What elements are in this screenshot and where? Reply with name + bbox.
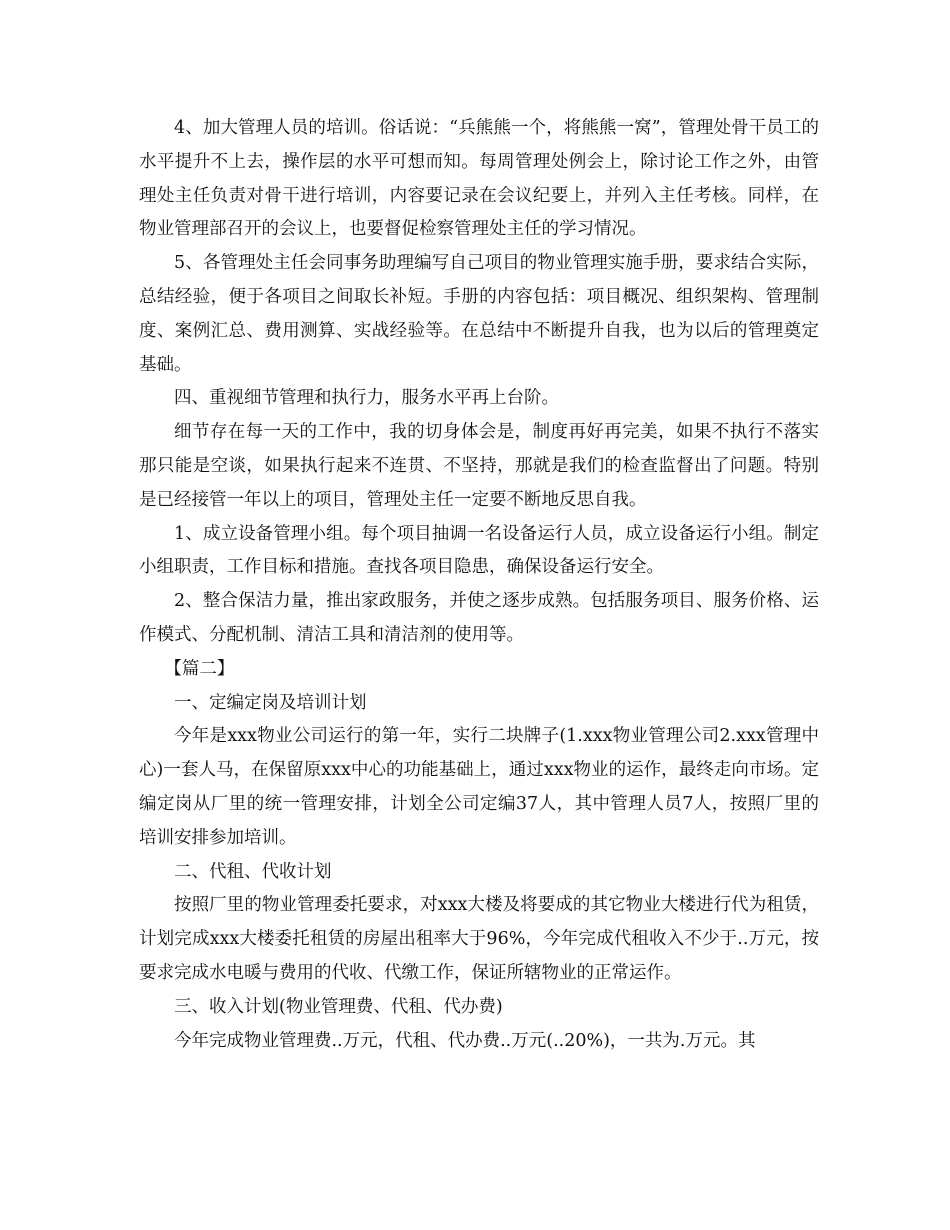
section-heading-income: 三、收入计划(物业管理费、代租、代办费) <box>174 996 503 1017</box>
paragraph-detail: 细节存在每一天的工作中，我的切身体会是，制度再好再完美，如果不执行不落实那只能是空谈，如果执行起来不连贯、不坚持，那就是我们的检查监督出了问题。特别是已经接管一年以上的项目，管理处主任一定要不断地反思自我。 <box>139 422 819 510</box>
paragraph-equipment-group: 1、成立设备管理小组。每个项目抽调一名设备运行人员，成立设备运行小组。制定小组职责，工作目标和措施。查找各项目隐患，确保设备运行安全。 <box>139 523 819 578</box>
part-two-heading: 【篇二】 <box>164 658 235 679</box>
paragraph-staffing: 今年是xxx物业公司运行的第一年，实行二块牌子(1.xxx物业管理公司2.xxx管理中心)一套人马，在保留原xxx中心的功能基础上，通过xxx物业的运作，最终走向市场。定编定岗从厂里的统一管理安排，计划全公司定编37人，其中管理人员7人，按照厂里的培训安排参加培训。 <box>139 726 819 848</box>
document-page <box>139 112 819 1058</box>
section-heading-staffing: 一、定编定岗及培训计划 <box>174 692 367 713</box>
paragraph-manual: 5、各管理处主任会同事务助理编写自己项目的物业管理实施手册，要求结合实际，总结经验，便于各项目之间取长补短。手册的内容包括：项目概况、组织架构、管理制度、案例汇总、费用测算、实战经验等。在总结中不断提升自我，也为以后的管理奠定基础。 <box>139 253 819 375</box>
section-heading-detail-management: 四、重视细节管理和执行力，服务水平再上台阶。 <box>174 388 559 409</box>
section-heading-leasing: 二、代租、代收计划 <box>174 861 332 882</box>
paragraph-training: 4、加大管理人员的培训。俗话说：“兵熊熊一个，将熊熊一窝”，管理处骨干员工的水平提升不上去，操作层的水平可想而知。每周管理处例会上，除讨论工作之外，由管理处主任负责对骨干进行培训，内容要记录在会议纪要上，并列入主任考核。同样，在物业管理部召开的会议上，也要督促检察管理处主任的学习情况。 <box>139 118 819 240</box>
paragraph-cleaning: 2、整合保洁力量，推出家政服务，并使之逐步成熟。包括服务项目、服务价格、运作模式、分配机制、清洁工具和清洁剂的使用等。 <box>139 591 819 645</box>
paragraph-income: 今年完成物业管理费..万元，代租、代办费..万元(..20%)，一共为.万元。其 <box>174 1030 756 1051</box>
paragraph-leasing: 按照厂里的物业管理委托要求，对xxx大楼及将要成的其它物业大楼进行代为租赁，计划完成xxx大楼委托租赁的房屋出租率大于96%，今年完成代租收入不少于..万元，按要求完成水电暖与费用的代收、代缴工作，保证所辖物业的正常运作。 <box>139 895 819 983</box>
